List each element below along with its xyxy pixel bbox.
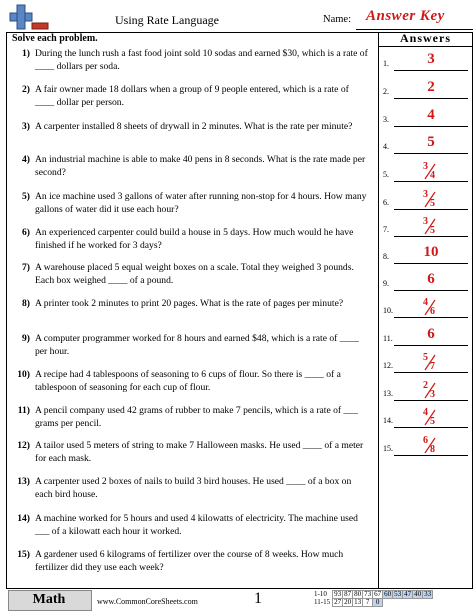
answer-fraction (421, 435, 441, 457)
answer-fraction (421, 189, 441, 211)
score-cell: 13 (354, 598, 362, 606)
answer-row (383, 246, 471, 266)
score-cell: 20 (344, 598, 352, 606)
score-range: 1-10 (314, 590, 327, 598)
problem-text: A gardener used 6 kilograms of fertilizer over the course of 8 weeks. How much fertilizer did they use each week? (35, 549, 344, 573)
answer-value: 10 (423, 244, 439, 260)
answer-fraction (421, 407, 441, 429)
fraction-numerator: 4 (423, 407, 428, 418)
score-cell: 73 (364, 590, 372, 598)
answer-number: 13. (383, 389, 393, 398)
answer-value: 5 (427, 134, 435, 150)
answer-line (394, 209, 468, 210)
problem-number: 6) (22, 227, 30, 238)
answer-line (394, 98, 468, 99)
score-cell: 93 (334, 590, 342, 598)
answer-row (383, 380, 471, 403)
answer-value: 6 (427, 271, 435, 287)
fraction-numerator: 3 (423, 161, 428, 172)
answer-key-label: Answer Key (366, 8, 445, 24)
score-cell: 47 (404, 590, 412, 598)
answer-line (394, 236, 468, 237)
answer-row (383, 273, 471, 293)
fraction-numerator: 4 (423, 297, 428, 308)
answer-row (383, 216, 471, 239)
fraction-denominator: 4 (430, 170, 435, 181)
answer-value: 6 (427, 326, 435, 342)
score-cell: 53 (394, 590, 402, 598)
fraction-denominator: 7 (430, 361, 435, 372)
answer-number: 11. (383, 334, 393, 343)
answer-fraction (421, 216, 441, 238)
answer-row (383, 53, 471, 73)
problem-number: 1) (22, 48, 30, 59)
fraction-numerator: 2 (423, 380, 428, 391)
problem-number: 8) (22, 298, 30, 309)
answer-row (383, 136, 471, 156)
answer-line (394, 153, 468, 154)
answer-number: 15. (383, 444, 393, 453)
problem-text: During the lunch rush a fast food joint sold 10 sodas and earned $30, which is a rate of ____ dollars per soda. (35, 48, 368, 72)
problem-text: A computer programmer worked for 8 hours and earned $48, which is a rate of ____ per hour. (35, 333, 359, 357)
answer-number: 9. (383, 279, 389, 288)
problem-text: An industrial machine is able to make 40 pens in 8 seconds. What is the rate made per second? (35, 154, 366, 178)
problem-text: A warehouse placed 5 equal weight boxes on a scale. Total they weighed 3 pounds. Each box weighed ____ of a pound. (35, 262, 354, 286)
score-cell: 0 (373, 599, 383, 607)
subject-label: Math (32, 592, 66, 607)
problem-text: A printer took 2 minutes to print 20 pages. What is the rate of pages per minute? (35, 298, 344, 309)
fraction-denominator: 5 (430, 198, 435, 209)
score-cell: 40 (414, 590, 422, 598)
answer-number: 6. (383, 198, 389, 207)
answer-row (383, 109, 471, 129)
answer-line (394, 455, 468, 456)
fraction-denominator: 5 (430, 225, 435, 236)
answer-fraction (421, 380, 441, 402)
answer-row (383, 81, 471, 101)
score-cell: 67 (374, 590, 382, 598)
answer-line (394, 372, 468, 373)
name-line (356, 29, 473, 30)
site-url: www.CommonCoreSheets.com (97, 597, 198, 606)
frame-bottom (6, 588, 473, 589)
answer-line (394, 70, 468, 71)
answer-number: 14. (383, 416, 393, 425)
answer-value: 4 (427, 107, 435, 123)
fraction-numerator: 3 (423, 189, 428, 200)
score-table (313, 590, 433, 607)
answer-line (394, 317, 468, 318)
answer-row (383, 328, 471, 348)
answer-number: 7. (383, 225, 389, 234)
problem-text: A fair owner made 18 dollars when a group of 9 people entered, which is a rate of ____ dollar per person. (35, 84, 349, 108)
fraction-denominator: 5 (430, 416, 435, 427)
name-label: Name: (323, 14, 351, 25)
answer-fraction (421, 297, 441, 319)
problem-text: A recipe had 4 tablespoons of seasoning to 6 cups of flour. So there is ____ of a tablespoon of seasoning for each cup of flour. (35, 369, 341, 393)
answer-row (383, 352, 471, 375)
problem-number: 7) (22, 262, 30, 273)
fraction-denominator: 3 (430, 389, 435, 400)
frame-left (6, 32, 7, 589)
answer-line (394, 290, 468, 291)
score-range: 11-15 (314, 598, 331, 606)
answer-line (394, 427, 468, 428)
answer-row (383, 435, 471, 458)
problem-number: 15) (17, 549, 30, 560)
problem-text: A tailor used 5 meters of string to make 7 Halloween masks. He used ____ of a meter for each mask. (35, 440, 364, 464)
answer-number: 4. (383, 142, 389, 151)
fraction-numerator: 6 (423, 435, 428, 446)
score-cell: 27 (334, 598, 342, 606)
score-cell: 60 (384, 590, 392, 598)
answer-fraction (421, 161, 441, 183)
answer-number: 1. (383, 59, 389, 68)
problem-number: 5) (22, 191, 30, 202)
problem-text: A carpenter used 2 boxes of nails to build 3 bird houses. He used ____ of a box on each bird house. (35, 476, 352, 500)
answer-line (394, 263, 468, 264)
score-cell: 33 (424, 590, 432, 598)
page-number: 1 (254, 590, 262, 607)
answer-fraction (421, 352, 441, 374)
answer-row (383, 297, 471, 320)
answer-value: 2 (427, 79, 435, 95)
answer-row (383, 407, 471, 430)
plus-logo-icon (6, 4, 50, 32)
fraction-denominator: 6 (430, 306, 435, 317)
answer-number: 3. (383, 115, 389, 124)
answer-column-divider (378, 32, 379, 588)
answers-heading-rule (379, 46, 472, 47)
answer-number: 12. (383, 361, 393, 370)
answer-line (394, 126, 468, 127)
answer-number: 2. (383, 87, 389, 96)
answer-row (383, 189, 471, 212)
answer-value: 3 (427, 51, 435, 67)
answers-heading: Answers (400, 31, 451, 45)
problem-text: A pencil company used 42 grams of rubber to make 7 pencils, which is a rate of ___ grams per pencil. (35, 405, 358, 429)
fraction-denominator: 8 (430, 444, 435, 455)
answer-number: 5. (383, 170, 389, 179)
score-cell: 7 (363, 599, 373, 607)
fraction-numerator: 5 (423, 352, 428, 363)
answer-number: 10. (383, 306, 393, 315)
problem-number: 2) (22, 84, 30, 95)
answer-line (394, 345, 468, 346)
score-cell: 80 (354, 590, 362, 598)
instructions: Solve each problem. (12, 33, 98, 44)
problem-number: 12) (17, 440, 30, 451)
fraction-numerator: 3 (423, 216, 428, 227)
problem-number: 13) (17, 476, 30, 487)
problem-number: 14) (17, 513, 30, 524)
problem-text: An experienced carpenter could build a house in 5 days. How much would he have finished if he worked for 3 days? (35, 227, 354, 251)
score-row (313, 591, 433, 599)
problem-number: 10) (17, 369, 30, 380)
answer-line (394, 400, 468, 401)
score-row (313, 599, 433, 607)
problem-text: A carpenter installed 8 sheets of drywall in 2 minutes. What is the rate per minute? (35, 121, 353, 132)
problem-number: 4) (22, 154, 30, 165)
frame-right (472, 32, 473, 589)
problem-text: A machine worked for 5 hours and used 4 kilowatts of electricity. The machine used ___ of a kilowatt each hour it worked. (35, 513, 358, 537)
score-cell: 87 (344, 590, 352, 598)
answer-line (394, 181, 468, 182)
problem-number: 3) (22, 121, 30, 132)
answer-number: 8. (383, 252, 389, 261)
problem-number: 9) (22, 333, 30, 344)
problem-number: 11) (17, 405, 30, 416)
answer-row (383, 161, 471, 184)
problem-text: An ice machine used 3 gallons of water after running non-stop for 4 hours. How many gallons of water did it use each hour? (35, 191, 367, 215)
worksheet-title: Using Rate Language (115, 13, 219, 27)
